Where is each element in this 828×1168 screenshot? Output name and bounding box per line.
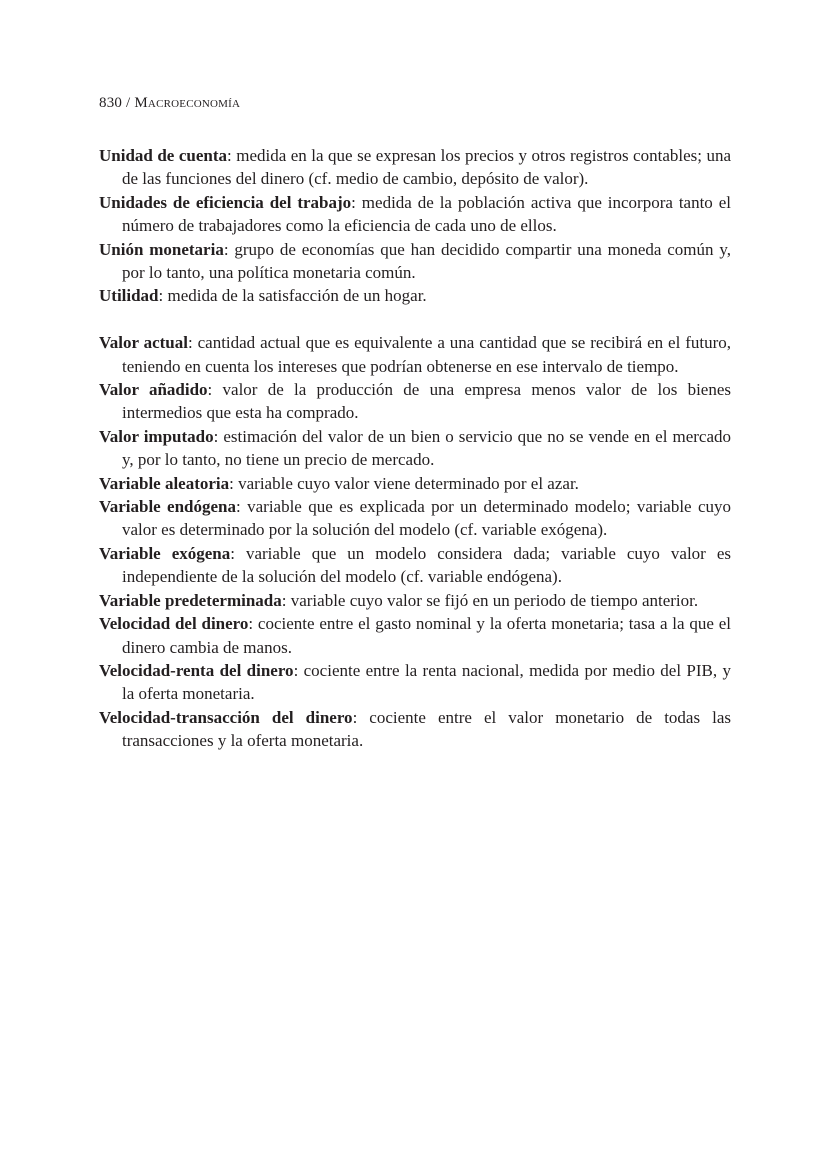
entry-definition: : medida en la que se expresan los precios y otros registros contables; una de las funciones del dinero (cf. medio de cambio, depósito de valor). [122, 146, 732, 189]
entry-term: Unidades de eficiencia del trabajo [99, 192, 352, 212]
entry-term: Velocidad-transacción del dinero [99, 707, 353, 727]
entry-definition: : variable cuyo valor viene determinado por el azar. [229, 473, 579, 493]
glossary [99, 144, 731, 753]
section-title: Macroeconomía [134, 95, 241, 111]
entry-term: Utilidad [99, 286, 159, 306]
entry-definition: : variable que es explicada por un determinado modelo; variable cuyo valor es determinado por la solución del modelo (cf. variable exógena). [122, 497, 732, 540]
glossary-entry [99, 144, 731, 191]
entry-term: Variable aleatoria [99, 473, 230, 493]
glossary-entry [99, 495, 731, 542]
glossary-entry [99, 706, 731, 753]
entry-term: Velocidad-renta del dinero [99, 660, 294, 680]
entry-term: Variable exógena [99, 543, 231, 563]
entry-term: Variable endógena [99, 497, 237, 517]
glossary-entry [99, 612, 731, 659]
entry-term: Variable predeterminada [99, 590, 282, 610]
entry-definition: : variable cuyo valor se fijó en un periodo de tiempo anterior. [281, 590, 699, 610]
running-head [99, 95, 240, 112]
entry-definition: : estimación del valor de un bien o servicio que no se vende en el mercado y, por lo tanto, no tiene un precio de mercado. [122, 426, 731, 470]
glossary-group-u [99, 144, 731, 308]
entry-definition: : grupo de economías que han decidido compartir una moneda común y, por lo tanto, una política monetaria común. [122, 239, 731, 283]
entry-definition: : cantidad actual que es equivalente a una cantidad que se recibirá en el futuro, teniendo en cuenta los intereses que podrían obtenerse en ese intervalo de tiempo. [122, 333, 731, 376]
header-separator: / [122, 95, 135, 111]
glossary-entry [99, 542, 731, 589]
glossary-entry [99, 472, 731, 495]
entry-definition: : medida de la población activa que incorpora tanto el número de trabajadores como la eficiencia de cada uno de ellos. [122, 192, 731, 236]
entry-term: Valor imputado [99, 426, 214, 446]
glossary-entry [99, 425, 731, 472]
glossary-group-v [99, 331, 731, 752]
glossary-entry [99, 589, 731, 612]
page-number: 830 [99, 95, 123, 111]
entry-definition: : valor de la producción de una empresa menos valor de los bienes intermedios que esta ha comprado. [122, 380, 732, 423]
entry-definition: : variable que un modelo considera dada; variable cuyo valor es independiente de la solución del modelo (cf. variable endógena). [122, 543, 731, 587]
entry-term: Valor actual [99, 333, 188, 353]
glossary-entry [99, 191, 731, 238]
glossary-entry [99, 238, 731, 285]
glossary-entry [99, 331, 731, 378]
glossary-entry [99, 284, 731, 307]
entry-term: Unidad de cuenta [99, 146, 228, 165]
glossary-entry [99, 659, 731, 706]
entry-definition: : cociente entre el gasto nominal y la oferta monetaria; tasa a la que el dinero cambia de manos. [122, 614, 731, 657]
entry-definition: : cociente entre la renta nacional, medida por medio del PIB, y la oferta monetaria. [122, 660, 731, 704]
glossary-entry [99, 378, 731, 425]
entry-definition: : medida de la satisfacción de un hogar. [158, 286, 427, 306]
entry-term: Velocidad del dinero [99, 614, 249, 634]
entry-definition: : cociente entre el valor monetario de todas las transacciones y la oferta monetaria. [122, 707, 731, 751]
entry-term: Unión monetaria [99, 239, 224, 259]
entry-term: Valor añadido [99, 380, 208, 400]
